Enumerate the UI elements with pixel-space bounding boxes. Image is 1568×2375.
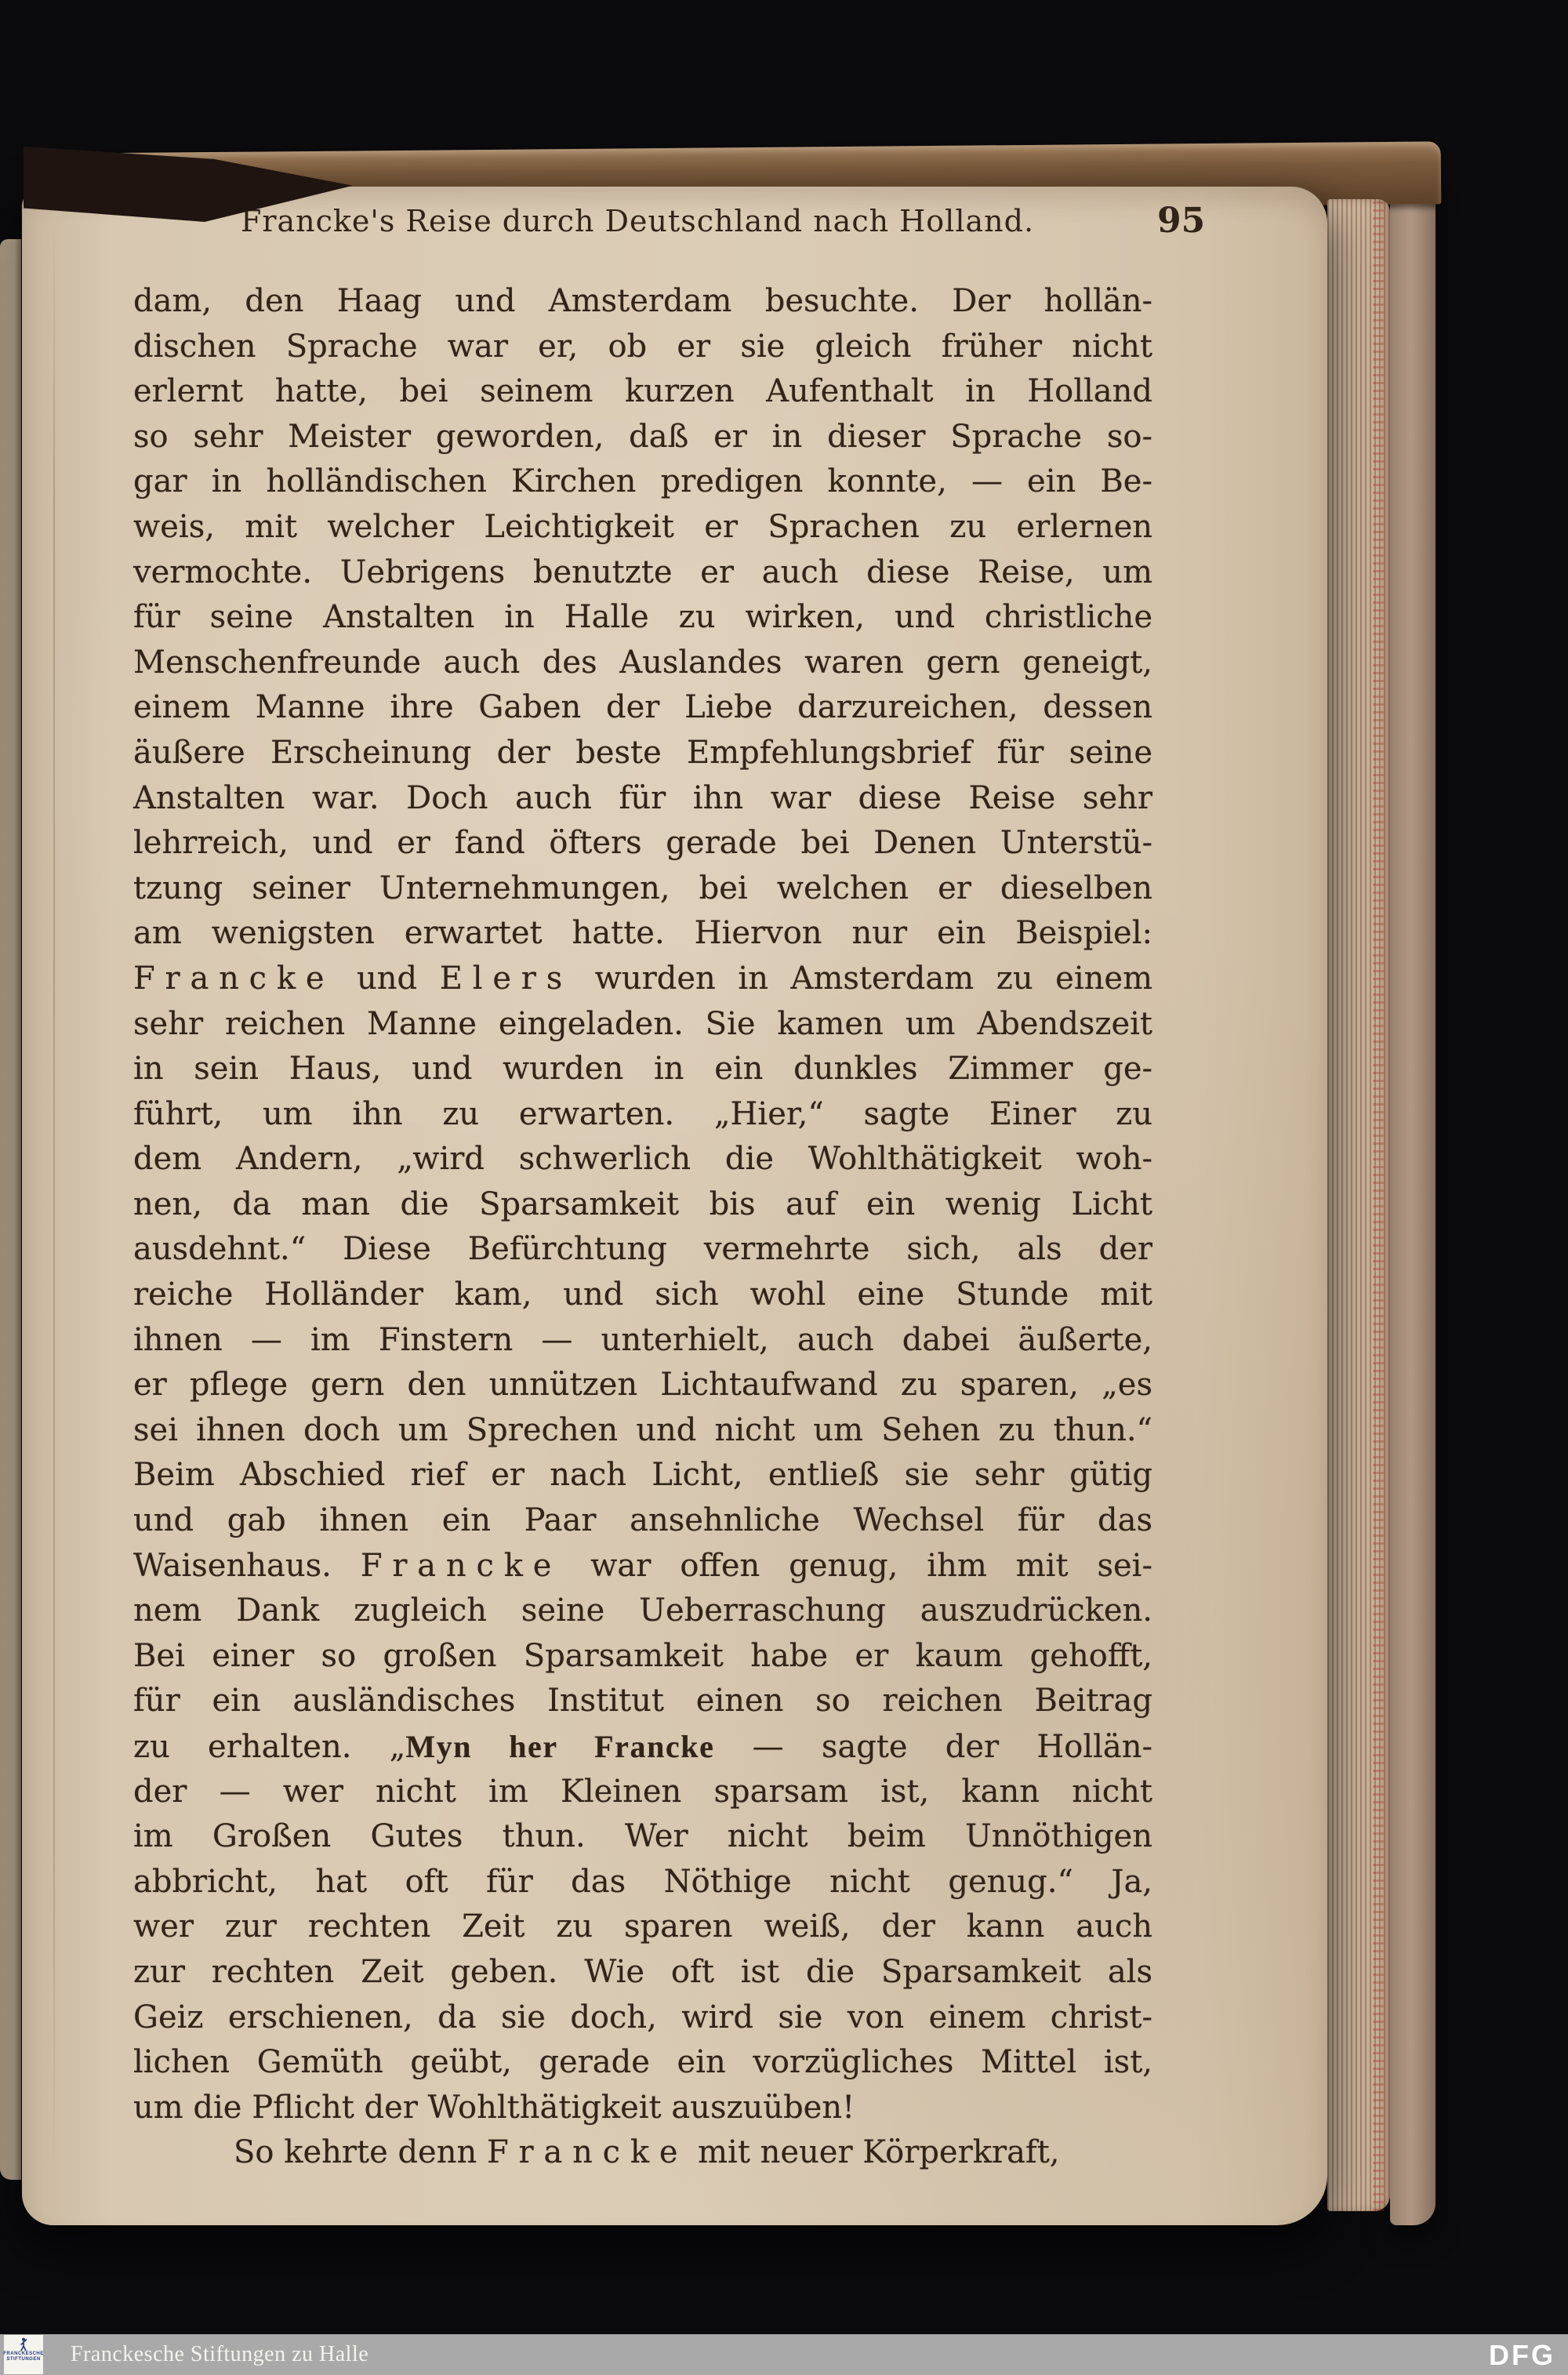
- text-line: Bei einer so großen Sparsamkeit habe er kaum gehofft,: [133, 1637, 1152, 1674]
- text-line: zur rechten Zeit geben. Wie oft ist die Sparsamkeit als: [133, 1953, 1152, 1990]
- text-line: Menschenfreunde auch des Auslandes waren gern geneigt,: [133, 644, 1152, 681]
- text-block: [133, 279, 1152, 2176]
- logo-text-line1: FRANCKESCHE: [3, 2351, 44, 2356]
- text-line: nen, da man die Sparsamkeit bis auf ein wenig Licht: [133, 1186, 1152, 1222]
- text-line: sei ihnen doch um Sprechen und nicht um Sehen zu thun.“: [133, 1411, 1152, 1448]
- text-line: äußere Erscheinung der beste Empfehlungsbrief für seine: [133, 734, 1152, 771]
- text-line: dischen Sprache war er, ob er sie gleich früher nicht: [133, 328, 1152, 365]
- text-line: so sehr Meister geworden, daß er in dieser Sprache so-: [133, 418, 1152, 455]
- text-line: weis, mit welcher Leichtigkeit er Sprachen zu erlernen: [133, 508, 1152, 545]
- text-line: führt, um ihn zu erwarten. „Hier,“ sagte Einer zu: [133, 1095, 1152, 1132]
- footer-bar: [0, 2334, 1568, 2375]
- text-line: zu erhalten. „Myn her Francke — sagte der Hollän-: [133, 1729, 1153, 1765]
- text-line: gar in holländischen Kirchen predigen konnte, — ein Be-: [133, 463, 1152, 500]
- spaced-name: Francke: [133, 960, 335, 997]
- logo-text-line2: STIFTUNGEN: [6, 2357, 41, 2362]
- left-page-edge: [0, 239, 21, 2180]
- text-line: erlernt hatte, bei seinem kurzen Aufenthalt in Holland: [133, 373, 1152, 410]
- text-line: Waisenhaus. Francke war offen genug, ihm mit sei-: [133, 1547, 1152, 1584]
- text-line: So kehrte denn Francke mit neuer Körperkraft,: [234, 2134, 1060, 2171]
- text-line: nem Dank zugleich seine Ueberraschung auszudrücken.: [133, 1592, 1152, 1629]
- text-line: tzung seiner Unternehmungen, bei welchen er dieselben: [133, 870, 1152, 906]
- text-line: reiche Holländer kam, und sich wohl eine Stunde mit: [133, 1276, 1152, 1313]
- text-line: für ein ausländisches Institut einen so reichen Beitrag: [133, 1683, 1152, 1720]
- page-header: [116, 199, 1261, 246]
- institution-logo: [4, 2335, 43, 2374]
- page-block-fore-edge: [1327, 199, 1390, 2211]
- text-line: sehr reichen Manne eingeladen. Sie kamen um Abendszeit: [133, 1005, 1152, 1042]
- text-line: ihnen — im Finstern — unterhielt, auch dabei äußerte,: [133, 1321, 1152, 1358]
- text-line: Francke und Elers wurden in Amsterdam zu einem: [133, 960, 1153, 997]
- text-line: abbricht, hat oft für das Nöthige nicht genug.“ Ja,: [133, 1863, 1152, 1900]
- text-line: er pflege gern den unnützen Lichtaufwand zu sparen, „es: [133, 1367, 1152, 1404]
- text-line: in sein Haus, und wurden in ein dunkles Zimmer ge-: [133, 1051, 1152, 1088]
- antiqua-phrase: Myn her Francke: [405, 1729, 715, 1764]
- text-line: dam, den Haag und Amsterdam besuchte. Der hollän-: [133, 283, 1152, 319]
- spaced-name: Elers: [439, 960, 573, 997]
- text-line: um die Pflicht der Wohlthätigkeit auszuüben!: [133, 2089, 855, 2126]
- spaced-name: Francke: [360, 1547, 562, 1584]
- text-line: am wenigsten erwartet hatte. Hiervon nur ein Beispiel:: [133, 915, 1152, 952]
- text-line: ausdehnt.“ Diese Befürchtung vermehrte sich, als der: [133, 1231, 1152, 1268]
- text-line: dem Andern, „wird schwerlich die Wohlthätigkeit woh-: [133, 1141, 1152, 1178]
- page-number: 95: [1157, 201, 1206, 241]
- text-line: für seine Anstalten in Halle zu wirken, und christliche: [133, 599, 1152, 636]
- text-line: einem Manne ihre Gaben der Liebe darzureichen, dessen: [133, 689, 1152, 726]
- text-line: und gab ihnen ein Paar ansehnliche Wechsel für das: [133, 1502, 1152, 1539]
- text-line: lichen Gemüth geübt, gerade ein vorzügliches Mittel ist,: [133, 2044, 1152, 2081]
- text-line: lehrreich, und er fand öfters gerade bei Denen Unterstü-: [133, 825, 1152, 862]
- spaced-name: Francke: [486, 2134, 688, 2171]
- dfg-logo: DFG: [1489, 2339, 1555, 2371]
- text-line: Geiz erschienen, da sie doch, wird sie von einem christ-: [133, 1999, 1152, 2035]
- text-line: wer zur rechten Zeit zu sparen weiß, der kann auch: [133, 1908, 1152, 1945]
- text-line: Anstalten war. Doch auch für ihn war diese Reise sehr: [133, 779, 1152, 816]
- text-line: vermochte. Uebrigens benutzte er auch diese Reise, um: [133, 554, 1152, 590]
- francke-statue-icon: [17, 2337, 30, 2351]
- fore-edge-speckles: [1373, 199, 1384, 2211]
- book-cover-edge: [1390, 187, 1436, 2225]
- text-line: Beim Abschied rief er nach Licht, entließ sie sehr gütig: [133, 1457, 1152, 1494]
- text-line: im Großen Gutes thun. Wer nicht beim Unnöthigen: [133, 1818, 1152, 1855]
- text-line: der — wer nicht im Kleinen sparsam ist, kann nicht: [133, 1773, 1152, 1810]
- institution-label: Franckesche Stiftungen zu Halle: [71, 2342, 369, 2366]
- running-title: Francke's Reise durch Deutschland nach Holland.: [240, 204, 1035, 238]
- book-page: [22, 187, 1327, 2225]
